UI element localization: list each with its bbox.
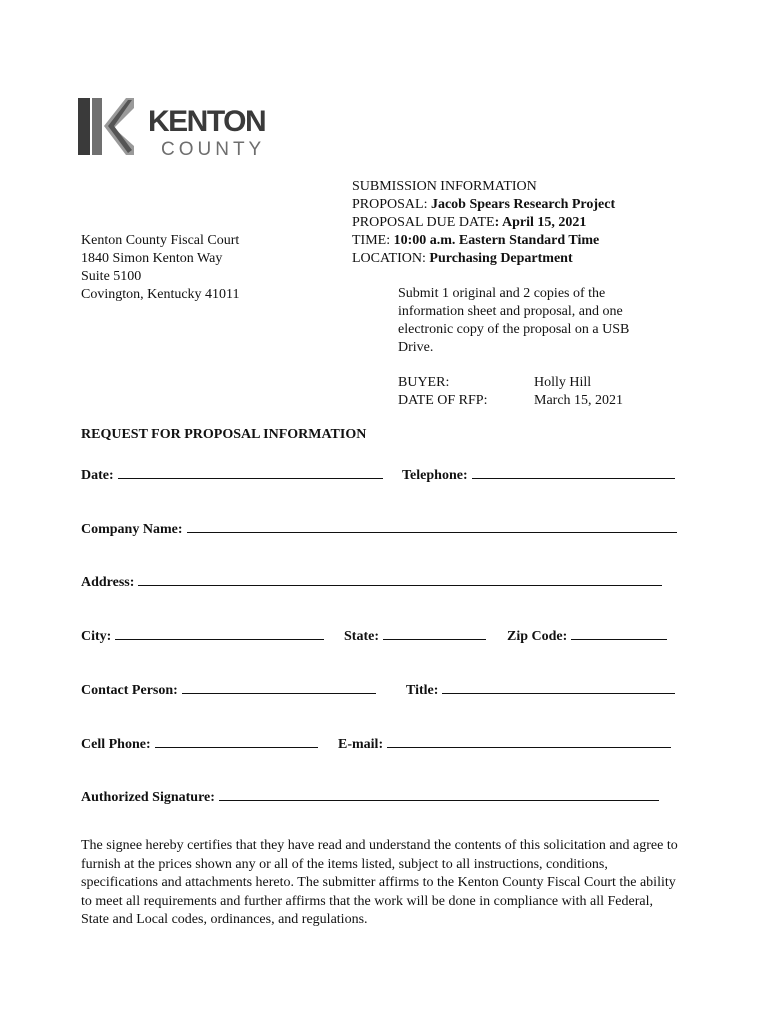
location-value: Purchasing Department	[429, 251, 573, 266]
city-label: City:	[81, 629, 112, 644]
address-line-2: 1840 Simon Kenton Way	[81, 251, 223, 266]
state-label: State:	[344, 629, 379, 644]
telephone-input-line[interactable]	[472, 464, 675, 479]
email-field	[338, 733, 671, 753]
certification-paragraph: The signee hereby certifies that they have read and understand the contents of this solicitation and agree to furnish at the prices shown any or all of the items listed, subject to all instructions, conditions, specifications and attachments hereto. The submitter affirms to the Kenton County Fiscal Court the ability to meet all requirements and further affirms that the work will be done in compliance with all Federal, State and Local codes, ordinances, and regulations.	[81, 838, 678, 927]
due-date-line	[352, 214, 615, 232]
due-date-value: : April 15, 2021	[494, 215, 587, 230]
signature-field	[81, 786, 659, 806]
state-input-line[interactable]	[383, 625, 486, 640]
cell-phone-label: Cell Phone:	[81, 737, 151, 752]
company-input-line[interactable]	[187, 518, 677, 533]
address-input-line[interactable]	[138, 571, 662, 586]
state-field	[344, 625, 486, 645]
submission-instructions: Submit 1 original and 2 copies of the information sheet and proposal, and one electronic copy of the proposal on a USB Drive.	[398, 286, 630, 355]
address-line-4: Covington, Kentucky 41011	[81, 287, 240, 302]
proposal-label: PROPOSAL:	[352, 197, 431, 212]
logo-county-text: COUNTY	[161, 139, 266, 160]
company-field	[81, 518, 677, 538]
zip-field	[507, 625, 667, 645]
email-label: E-mail:	[338, 737, 384, 752]
address-block	[81, 232, 240, 304]
cell-phone-field	[81, 733, 318, 753]
contact-label: Contact Person:	[81, 683, 178, 698]
cell-phone-input-line[interactable]	[155, 733, 318, 748]
address-label: Address:	[81, 575, 135, 590]
rfp-info-title: REQUEST FOR PROPOSAL INFORMATION	[81, 427, 367, 442]
location-label: LOCATION:	[352, 251, 430, 266]
telephone-label: Telephone:	[402, 468, 468, 483]
time-value: 10:00 a.m. Eastern Standard Time	[393, 233, 600, 248]
telephone-field	[402, 464, 675, 484]
city-input-line[interactable]	[115, 625, 324, 640]
location-line	[352, 250, 615, 268]
kenton-county-logo	[78, 98, 288, 160]
contact-input-line[interactable]	[182, 679, 376, 694]
address-line-1: Kenton County Fiscal Court	[81, 233, 240, 248]
date-field	[81, 464, 383, 484]
date-label: Date:	[81, 468, 114, 483]
zip-label: Zip Code:	[507, 629, 568, 644]
city-field	[81, 625, 324, 645]
date-input-line[interactable]	[118, 464, 383, 479]
title-input-line[interactable]	[442, 679, 675, 694]
logo-kenton-text: KENTON	[148, 105, 266, 138]
buyer-value: Holly Hill	[534, 375, 592, 390]
address-line-3: Suite 5100	[81, 269, 142, 284]
k-logo-icon	[78, 98, 288, 160]
submission-heading: SUBMISSION INFORMATION	[352, 179, 537, 194]
title-label: Title:	[406, 683, 439, 698]
signature-input-line[interactable]	[219, 786, 659, 801]
buyer-label: BUYER:	[398, 375, 450, 390]
rfp-date-label: DATE OF RFP:	[398, 393, 488, 408]
company-label: Company Name:	[81, 522, 183, 537]
rfp-date-value: March 15, 2021	[534, 393, 624, 408]
email-input-line[interactable]	[387, 733, 671, 748]
zip-input-line[interactable]	[571, 625, 667, 640]
title-field	[406, 679, 675, 699]
due-date-label: PROPOSAL DUE DATE	[352, 215, 495, 230]
time-label: TIME:	[352, 233, 394, 248]
time-line	[352, 232, 615, 250]
address-field	[81, 571, 662, 591]
proposal-value: Jacob Spears Research Project	[430, 197, 616, 212]
contact-field	[81, 679, 376, 699]
proposal-line	[352, 196, 615, 214]
signature-label: Authorized Signature:	[81, 790, 215, 805]
submission-info	[352, 178, 615, 268]
